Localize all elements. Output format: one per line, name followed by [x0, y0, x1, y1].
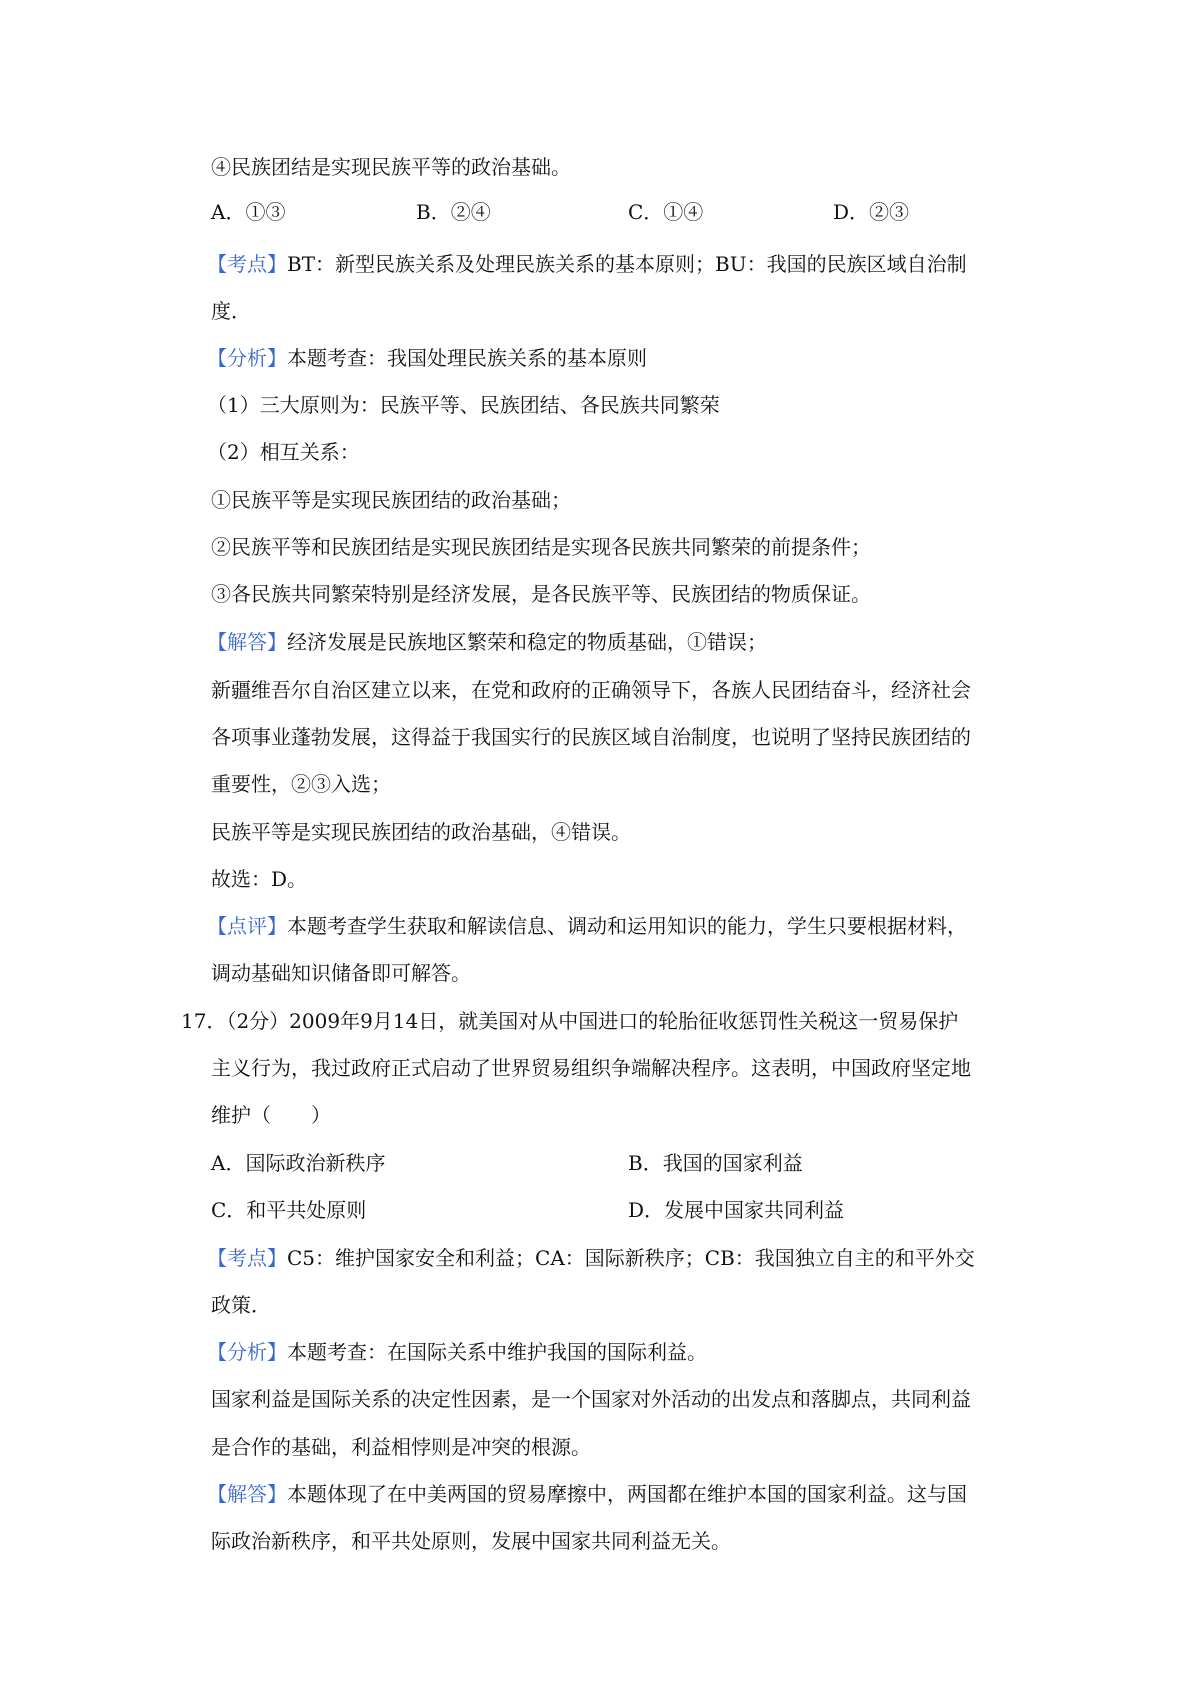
- dianping-text: 本题考查学生获取和解读信息、调动和运用知识的能力，学生只要根据材料，: [287, 914, 967, 938]
- q16-jieda-line-2: 各项事业蓬勃发展，这得益于我国实行的民族区域自治制度，也说明了坚持民族团结的: [211, 725, 971, 749]
- jieda-text: 本题体现了在中美两国的贸易摩擦中，两国都在维护本国的国家利益。这与国: [287, 1482, 967, 1506]
- q16-option-d: D．②③: [833, 200, 910, 224]
- q17-jieda: [207, 1479, 967, 1509]
- kaodian-text: BT：新型民族关系及处理民族关系的基本原则；BU：我国的民族区域自治制: [287, 252, 967, 276]
- q16-option-c: C．①④: [628, 200, 704, 224]
- q16-jieda-line-3: 重要性，②③入选；: [211, 772, 391, 796]
- q16-jieda-line-5: 故选：D。: [211, 867, 308, 891]
- q16-option-a: A．①③: [211, 200, 286, 224]
- kaodian-tag: 【考点】: [207, 1246, 287, 1270]
- fenxi-tag: 【分析】: [207, 1340, 287, 1364]
- q17-option-b: B．我国的国家利益: [628, 1151, 803, 1175]
- q16-dianping: [207, 911, 967, 941]
- q17-option-c: C．和平共处原则: [211, 1198, 367, 1222]
- q16-kaodian-cont: 度．: [211, 299, 251, 323]
- q17-fenxi: [207, 1337, 707, 1367]
- jieda-tag: 【解答】: [207, 630, 287, 654]
- q16-option-b: B．②④: [416, 200, 491, 224]
- q17-fenxi-line-2: 是合作的基础，利益相悖则是冲突的根源。: [211, 1435, 591, 1459]
- kaodian-text: C5：维护国家安全和利益；CA：国际新秩序；CB：我国独立自主的和平外交: [287, 1246, 975, 1270]
- q16-kaodian: [207, 249, 967, 279]
- q16-fenxi-line-3: ①民族平等是实现民族团结的政治基础；: [211, 488, 571, 512]
- q16-fenxi-line-5: ③各民族共同繁荣特别是经济发展，是各民族平等、民族团结的物质保证。: [211, 582, 871, 606]
- q17-kaodian-cont: 政策．: [211, 1293, 271, 1317]
- q16-jieda: [207, 627, 767, 657]
- q16-dianping-cont: 调动基础知识储备即可解答。: [211, 961, 471, 985]
- q16-fenxi: [207, 343, 647, 373]
- kaodian-tag: 【考点】: [207, 252, 287, 276]
- q16-fenxi-line-4: ②民族平等和民族团结是实现民族团结是实现各民族共同繁荣的前提条件；: [211, 535, 871, 559]
- q16-jieda-line-4: 民族平等是实现民族团结的政治基础，④错误。: [211, 820, 631, 844]
- q16-fenxi-line-2: （2）相互关系：: [207, 440, 360, 464]
- dianping-tag: 【点评】: [207, 914, 287, 938]
- jieda-text: 经济发展是民族地区繁荣和稳定的物质基础，①错误；: [287, 630, 767, 654]
- q17-stem-line-2: 主义行为，我过政府正式启动了世界贸易组织争端解决程序。这表明，中国政府坚定地: [211, 1056, 971, 1080]
- q16-jieda-line-1: 新疆维吾尔自治区建立以来，在党和政府的正确领导下，各族人民团结奋斗，经济社会: [211, 678, 971, 702]
- fenxi-tag: 【分析】: [207, 346, 287, 370]
- q17-stem-line-3: 维护（ ）: [211, 1103, 331, 1127]
- q17-kaodian: [207, 1243, 975, 1273]
- q16-statement-4: ④民族团结是实现民族平等的政治基础。: [211, 155, 571, 179]
- q17-fenxi-line-1: 国家利益是国际关系的决定性因素，是一个国家对外活动的出发点和落脚点，共同利益: [211, 1387, 971, 1411]
- q17-option-d: D．发展中国家共同利益: [628, 1198, 845, 1222]
- q17-stem-line-1: 17．（2分）2009年9月14日，就美国对从中国进口的轮胎征收惩罚性关税这一贸易保护: [181, 1009, 959, 1033]
- fenxi-text: 本题考查：我国处理民族关系的基本原则: [287, 346, 647, 370]
- q17-option-a: A．国际政治新秩序: [211, 1151, 386, 1175]
- fenxi-text: 本题考查：在国际关系中维护我国的国际利益。: [287, 1340, 707, 1364]
- jieda-tag: 【解答】: [207, 1482, 287, 1506]
- q17-jieda-cont: 际政治新秩序，和平共处原则，发展中国家共同利益无关。: [211, 1529, 731, 1553]
- q16-fenxi-line-1: （1）三大原则为：民族平等、民族团结、各民族共同繁荣: [207, 393, 720, 417]
